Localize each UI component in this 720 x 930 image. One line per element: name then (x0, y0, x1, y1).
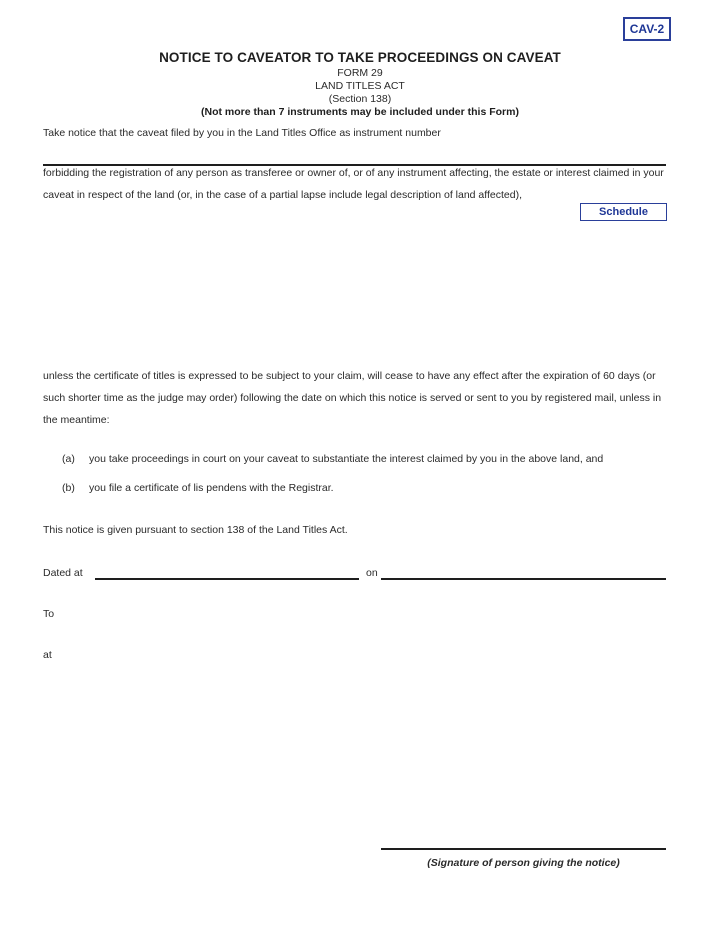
section-reference: (Section 138) (328, 93, 392, 105)
signature-label: (Signature of person giving the notice) (427, 857, 620, 869)
signature-field[interactable] (381, 848, 666, 850)
item-a-label: (a) (62, 453, 75, 465)
to-label: To (43, 608, 55, 620)
unless-paragraph: unless the certificate of titles is expressed to be subject to your claim, will cease to have any effect after the expiration of 60 days (or such shorter time as the judge may order) following the date on which this notice is served or sent to you by registered mail, unless in the meantime: (43, 370, 662, 426)
item-a-text: you take proceedings in court on your caveat to substantiate the interest claimed by you in the above land, and (89, 453, 604, 465)
forbidding-paragraph: forbidding the registration of any person as transferee or owner of, or of any instrument affecting, the estate or interest claimed in your caveat in respect of the land (or, in the case of a partial lapse include legal description of land affected), (43, 167, 664, 201)
intro-text: Take notice that the caveat filed by you in the Land Titles Office as instrument number (43, 127, 441, 139)
dated-at-label: Dated at (43, 567, 83, 579)
pursuant-text: This notice is given pursuant to section 138 of the Land Titles Act. (43, 524, 348, 536)
dated-at-field[interactable] (95, 578, 359, 580)
form-number: FORM 29 (337, 67, 383, 79)
date-field[interactable] (381, 578, 666, 580)
schedule-button[interactable]: Schedule (580, 203, 667, 221)
instrument-limit-note: (Not more than 7 instruments may be included under this Form) (201, 106, 519, 118)
at-label: at (43, 649, 52, 661)
item-b-label: (b) (62, 482, 75, 494)
form-title: NOTICE TO CAVEATOR TO TAKE PROCEEDINGS ON CAVEAT (159, 50, 561, 65)
form-code-badge: CAV-2 (623, 17, 671, 41)
act-name: LAND TITLES ACT (315, 80, 405, 92)
on-label: on (366, 567, 378, 579)
item-b-text: you file a certificate of lis pendens with the Registrar. (89, 482, 334, 494)
